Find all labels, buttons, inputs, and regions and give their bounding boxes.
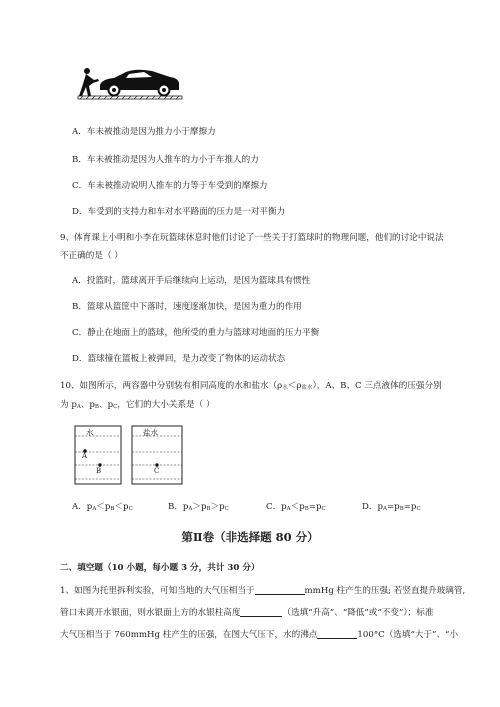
person-pushing-car-figure: [74, 63, 186, 103]
point-c-label: C: [154, 467, 160, 475]
q10-stem-line1: [60, 379, 442, 391]
q8-option-b: B．车未被推动是因为人推车的力小于车推人的力: [72, 155, 259, 165]
opt-d-rel2: =p: [403, 502, 417, 512]
q9-option-d: D．篮球撞在篮板上被弹回，是力改变了物体的运动状态: [72, 354, 286, 364]
q10-stem-text-a: 10、如图所示，两容器中分别装有相同高度的水和盐水（ρ: [60, 381, 283, 391]
opt-b-rel1: ＞p: [192, 502, 207, 512]
q9-stem-line1: 9、体育课上小明和小李在玩篮球休息时他们讨论了一些关于打篮球时的物理问题，他们的讨论中说法: [60, 233, 444, 243]
q10-option-b: [168, 500, 229, 512]
f1-line3: [60, 628, 458, 640]
opt-c-sub1: A: [286, 506, 291, 512]
opt-a-prefix: A．p: [72, 502, 93, 512]
q10-line2-d: ，它们的大小关系是（ ）: [117, 400, 215, 410]
q9-option-b: B．篮球从篮筐中下落时，速度逐渐加快，是因为重力的作用: [72, 302, 302, 312]
opt-c-prefix: C．p: [266, 502, 287, 512]
q10-option-c: [266, 500, 326, 512]
blank-2[interactable]: [240, 607, 282, 617]
opt-b-sub2: B: [206, 506, 211, 512]
less-than-rho: ＜ρ: [287, 381, 302, 391]
opt-a-sub1: A: [92, 506, 97, 512]
q10-stem-line2: [60, 398, 215, 410]
opt-b-rel2: ＞p: [210, 502, 225, 512]
q10-option-a: [72, 500, 133, 512]
opt-c-sub2: B: [304, 506, 309, 512]
opt-a-sub2: B: [110, 506, 115, 512]
opt-d-prefix: D．p: [362, 502, 383, 512]
opt-b-prefix: B．p: [168, 502, 189, 512]
q8-option-a: A．车未被推动是因为推力小于摩擦力: [72, 127, 216, 137]
sub-c: C: [113, 404, 118, 410]
opt-d-sub3: C: [416, 506, 421, 512]
q8-option-c: C．车未被推动说明人推车的力等于车受到的摩擦力: [72, 181, 268, 191]
opt-c-rel2: =p: [308, 502, 322, 512]
q9-stem-line2: 不正确的是（ ）: [60, 251, 123, 261]
blank-3[interactable]: [317, 629, 357, 639]
f1-l2-a: 管口未离开水银面，则水银面上方的水银柱高度: [60, 608, 241, 618]
f1-l3-a: 大气压相当于 760mmHg 柱产生的压强，在图大气压下，水的沸点: [60, 630, 318, 640]
q10-option-d: [362, 500, 421, 512]
q9-option-a: A．投篮时，篮球离开手后继续向上运动，是因为篮球具有惯性: [72, 276, 311, 286]
brine-label: 盐水: [143, 428, 158, 437]
blank-1[interactable]: [255, 585, 305, 595]
q10-stem-text-b: ），A、B、C 三点液体的压强分别: [312, 381, 442, 391]
opt-d-sub2: B: [399, 506, 404, 512]
opt-a-sub3: C: [128, 506, 133, 512]
sub-a: A: [76, 404, 81, 410]
water-subscript: 水: [282, 385, 288, 391]
f1-line1: [60, 584, 465, 596]
section2-heading: 二、填空题（10 小题，每小题 3 分，共计 30 分）: [60, 563, 260, 573]
opt-a-rel2: ＜p: [114, 502, 129, 512]
f1-line2: [60, 606, 433, 618]
opt-b-sub1: A: [188, 506, 193, 512]
point-a-label: A: [82, 452, 88, 460]
opt-d-rel1: =p: [386, 502, 400, 512]
f1-l1-b: mmHg 柱产生的压强; 若竖直提升玻璃管,: [304, 586, 466, 596]
q9-option-c: C．静止在地面上的篮球，他所受的重力与篮球对地面的压力平衡: [72, 328, 320, 338]
f1-l3-b: 100°C（选填“大于”、“小: [357, 630, 459, 640]
sub-b: B: [94, 404, 99, 410]
opt-d-sub1: A: [383, 506, 387, 512]
opt-c-rel1: ＜p: [290, 502, 305, 512]
brine-subscript: 盐水: [301, 385, 313, 391]
q10-line2-a: 为 p: [60, 400, 77, 410]
f1-l1-a: 1、如图为托里拆利实验，可知当地的大气压相当于: [60, 586, 255, 596]
part2-title: 第Ⅱ卷（非选择题 80 分）: [181, 530, 319, 544]
q8-option-d: D．车受到的支持力和车对水平路面的压力是一对平衡力: [72, 207, 286, 217]
opt-a-rel1: ＜p: [96, 502, 111, 512]
q10-line2-c: 、p: [98, 400, 114, 410]
point-b-label: B: [96, 467, 102, 475]
opt-c-sub3: C: [321, 506, 326, 512]
f1-l2-b: （选填“升高”、“降低”或“不变”）；标准: [282, 608, 434, 618]
q10-line2-b: 、p: [80, 400, 95, 410]
water-label: 水: [86, 428, 94, 437]
opt-b-sub3: C: [224, 506, 229, 512]
